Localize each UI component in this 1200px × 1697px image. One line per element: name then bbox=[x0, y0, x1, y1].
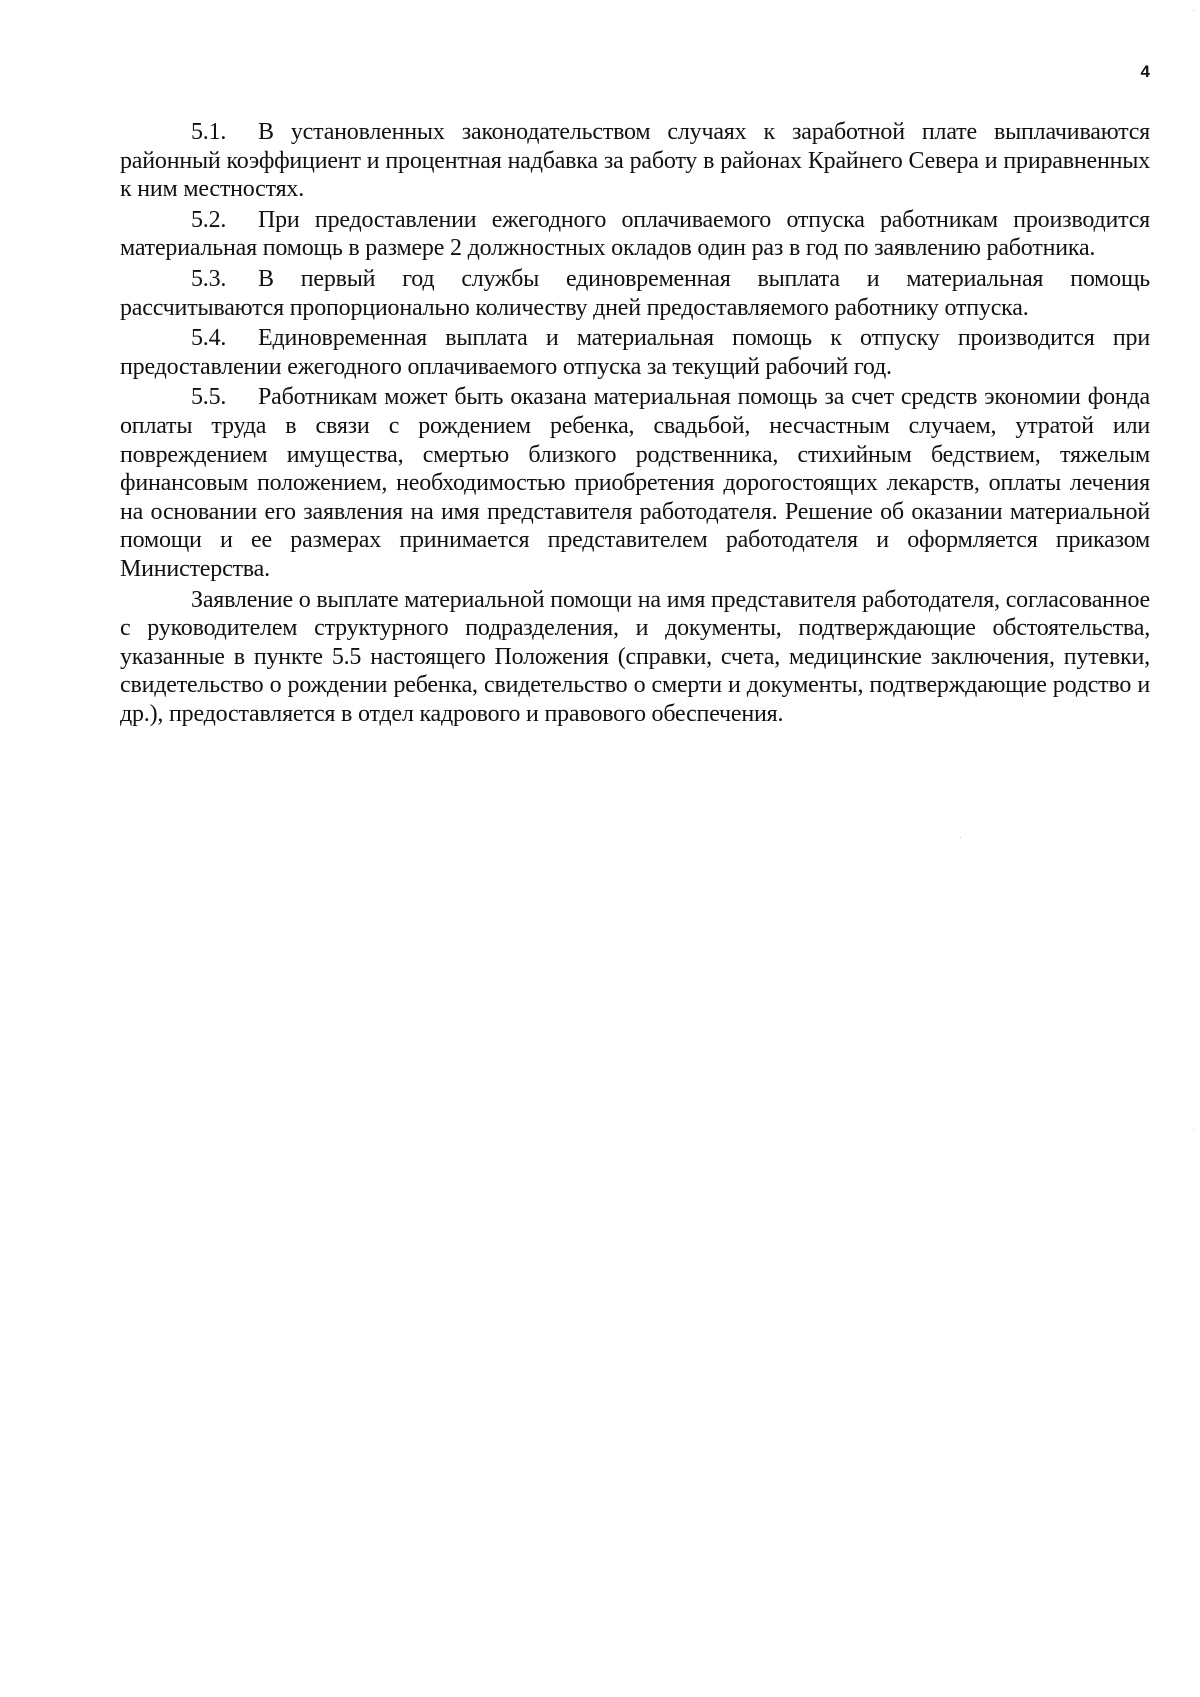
paragraph-5-1 bbox=[120, 118, 1150, 204]
scan-speck bbox=[1193, 10, 1194, 11]
paragraph-number: 5.3. bbox=[191, 265, 227, 292]
paragraph-5-2 bbox=[120, 206, 1150, 263]
paragraph-text: В установленных законодательством случаях к заработной плате выплачиваются районный коэффициент и процентная надбавка за работу в районах Крайнего Севера и приравненных к ним местностях. bbox=[120, 119, 1150, 203]
paragraph-number: 5.2. bbox=[191, 206, 227, 233]
paragraph-text: Заявление о выплате материальной помощи на имя представителя работодателя, согласованное с руководителем структурного подразделения, и документы, подтверждающие обстоятельства, указанные в пункте 5.5 настоящего Положения (справки, счета, медицинские заключения, путевки, свидетельство о рождении ребенка, свидетельство о смерти и документы, подтверждающие родство и др.), предоставляется в отдел кадрового и правового обеспечения. bbox=[120, 586, 1150, 727]
scan-speck bbox=[960, 837, 961, 838]
paragraph-number: 5.5. bbox=[191, 384, 227, 411]
paragraph-5-3 bbox=[120, 265, 1150, 322]
scan-speck bbox=[1193, 1129, 1194, 1130]
page-number: 4 bbox=[1140, 62, 1150, 81]
paragraph-text: В первый год службы единовременная выплата и материальная помощь рассчитываются пропорционально количеству дней предоставляемого работнику отпуска. bbox=[120, 265, 1150, 321]
paragraph-5-4 bbox=[120, 324, 1150, 381]
paragraph-text: При предоставлении ежегодного оплачиваемого отпуска работникам производится материальная помощь в размере 2 должностных окладов один раз в год по заявлению работника. bbox=[120, 206, 1150, 262]
paragraph-application bbox=[120, 586, 1150, 729]
paragraph-text: Единовременная выплата и материальная помощь к отпуску производится при предоставлении ежегодного оплачиваемого отпуска за текущий рабочий год. bbox=[120, 325, 1150, 380]
paragraph-5-5 bbox=[120, 383, 1150, 583]
paragraph-text: Работникам может быть оказана материальная помощь за счет средств экономии фонда оплаты труда в связи с рождением ребенка, свадьбой, несчастным случаем, утратой или повреждением имущества, смертью близкого родственника, стихийным бедствием, тяжелым финансовым положением, необходимостью приобретения дорогостоящих лекарств, оплаты лечения на основании его заявления на имя представителя работодателя. Решение об оказании материальной помощи и ее размерах принимается представителем работодателя и оформляется приказом Министерства. bbox=[120, 384, 1150, 582]
paragraph-number: 5.1. bbox=[191, 119, 227, 145]
paragraph-number: 5.4. bbox=[191, 325, 227, 352]
document-body bbox=[120, 118, 1150, 730]
